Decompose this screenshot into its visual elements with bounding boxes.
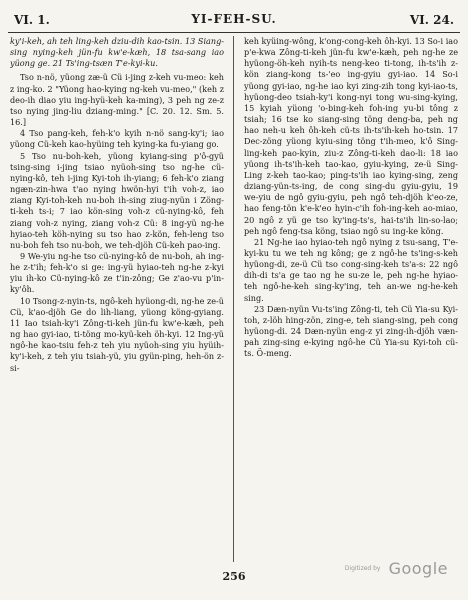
verse-paragraph: 4 Tso pang-keh, feh-k'o kyih n-nö sang-ky'i; iao yüong Cü-keh kao-hyüing teh kying-ka fu-yiang go. xyxy=(10,128,224,150)
page-number: 256 xyxy=(222,570,246,583)
header-title: YI-FEH-SU. xyxy=(191,12,277,26)
header-chapter-right: VI. 24. xyxy=(409,13,454,27)
digitized-watermark xyxy=(345,558,448,578)
column-divider xyxy=(233,36,234,562)
scanned-page xyxy=(8,10,460,594)
verse-paragraph: keh kyüing-wông, k'ong-cong-keh ôh-kyi. 13 So-i iao p'e-kwa Zông-ti-keh jün-fu kw'e-kæh, peh ng-he ze hyüong-öh-keh nyih-ts neng-keo ti-tong, ih-ts'ih z-kön ziang-kong ts-'eo ing-gyiu gyi-iao. 14 So-i yüong gyi-iao, ng-he iao kyi zing-zih tong kyi-iao-ts, hyüong-deo tsiah-ky'i kong-nyi tong wu-sing-kying, 15 kyiah yüong 'o-bing-keh foh-ing yu-bi tông z tsiah; 16 tse ko siang-sing töng deng-ba, peh ng hao neh-u keh ôh-keh cü-ts ih-ts'ih-keh ho-tsin. 17 Dec-zöng yüong kyiu-sing töng t'ih-meo, k'ô Sing-ling-keh pao-kyin, ziu-z Zông-ti-keh dao-li: 18 iao yüong ih-ts'ih-keh tao-kao, gyiu-kying, ze-ü Sing-Ling z-keh tao-kao; ping-ts'ih iao kying-sing, zeng dziang-yün-ts-ing, de cong sing-du gyiu-gyiu, 19 we-yiu de ngô gyiu-gyiu, peh ngô teh-djöh k'eo-ze, hao feng-tön k'e-k'eo hyin-c'ih foh-ing-keh ao-miao, 20 ngô z yü ge tso ky'ing-ts's, hai-ts'ih lin-so-lao; peh ngô feng-tsa köng, tsiao ngô su ing-ke köng. xyxy=(244,36,458,236)
verse-paragraph: 10 Tsong-z-nyin-ts, ngô-keh hyüong-di, ng-he ze-ü Cü, k'ao-djöh Ge do lih-liang, yüong köng-gyiang. 11 Iao tsiah-ky'i Zông-ti-keh jün-fu kw'e-kæh, peh ng hao gyi-iao, ti-töng mo-kyü-keh öh-kyi. 12 Ing-yü ngô-he kao-tsiu feh-z teh yiu nyüoh-sing yiu hyüih-ky'i-keh, z teh yiu tsiah-yü, yiu gyün-ping, heh-ön z-si- xyxy=(10,295,224,373)
google-logo: Google xyxy=(388,559,448,578)
right-column xyxy=(244,36,458,562)
verse-paragraph: 5 Tso nu-boh-keh, yüong kyiang-sing p'ô-gyü tsing-sing i-jing tsiao nyüoh-sing tso ng-he cü-nying-kô, teh i-jing Kyi-toh ih-yiang; 6 feh-k'o ziang ngæn-zin-hwa t'ao nying hwön-hyi t'ih voh-z, iao ziang Kyi-toh-keh nu-boh ih-sing ziug-nyün i Zöng-ti-keh ts-i; 7 iao kön-sing voh-z cü-nying-kô, feh ziang voh-z nying, ziang voh-z Cü: 8 ing-yü ng-he hyiao-teh köh-nying su tso hao z-kön, feh-leng tso nu-boh feh tso nu-boh, we teh-djöh Cü-keh pao-ing. xyxy=(10,150,224,250)
running-header xyxy=(8,10,460,32)
verse-paragraph: Tso n-nö, yüong zæ-ü Cü i-jing z-keh vu-meo: keh z ing-ko. 2 "Yüong hao-kying ng-keh vu-meo," (keh z deo-ih diao yiu ing-hyü-keh ka-ming), 3 peh ng ze-z tso nying jing-liu dziang-ming." [C. 20. 12. Sm. 5. 16.] xyxy=(10,72,224,128)
header-chapter-left: VI. 1. xyxy=(14,13,50,27)
header-rule xyxy=(8,32,460,33)
verse-paragraph: 9 We-yiu ng-he tso cü-nying-kô de nu-boh, ah ing-he z-t'ih; feh-k'o si ge: ing-yü hyiao-teh ng-he z-kyi yiu ih-ko Cü-nying-kô ze t'in-zông; Ge z'ao-vu p'in-ky'ôh. xyxy=(10,250,224,295)
watermark-caption: Digitized by xyxy=(344,565,381,572)
left-column xyxy=(10,36,224,562)
verse-paragraph: 21 Ng-he iao hyiao-teh ngô nying z tsu-sang, T'e-kyi-ku tu we teh ng kông; ge z ngô-he ts'ing-s-keh hyüong-di, ze-ü Cü tso cong-sing-keh ts'a-s: 22 ngô dih-di ts'a ge tao ng he su-ze le, peh ng-he hyiao-teh ngô-he-keh sing-ky'ing, teh an-we ng-he-keh sing. xyxy=(244,236,458,303)
verse-paragraph: 23 Dæn-nyün Vu-ts'ing Zông-ti, teh Cü Yia-su Kyi-toh, z-löh hing-zön, zing-e, teh siang-sing, peh cong hyüong-di. 24 Dæn-nyün eng-z yi zing-ih-djöh væn-pah zing-sing e-kying ngô-he Cü Yia-su Kyi-toh cü-ts. Ö-meng. xyxy=(244,303,458,359)
chapter-summary: ky'i-keh, ah teh ling-keh dziu-dih kao-tsin. 13 Siang-sing nying-keh jün-fu kw'e-kæh, 18 tsa-sang iao yüong ge. 21 Ts'ing-tsæn T'e-kyi-ku. xyxy=(10,36,224,69)
